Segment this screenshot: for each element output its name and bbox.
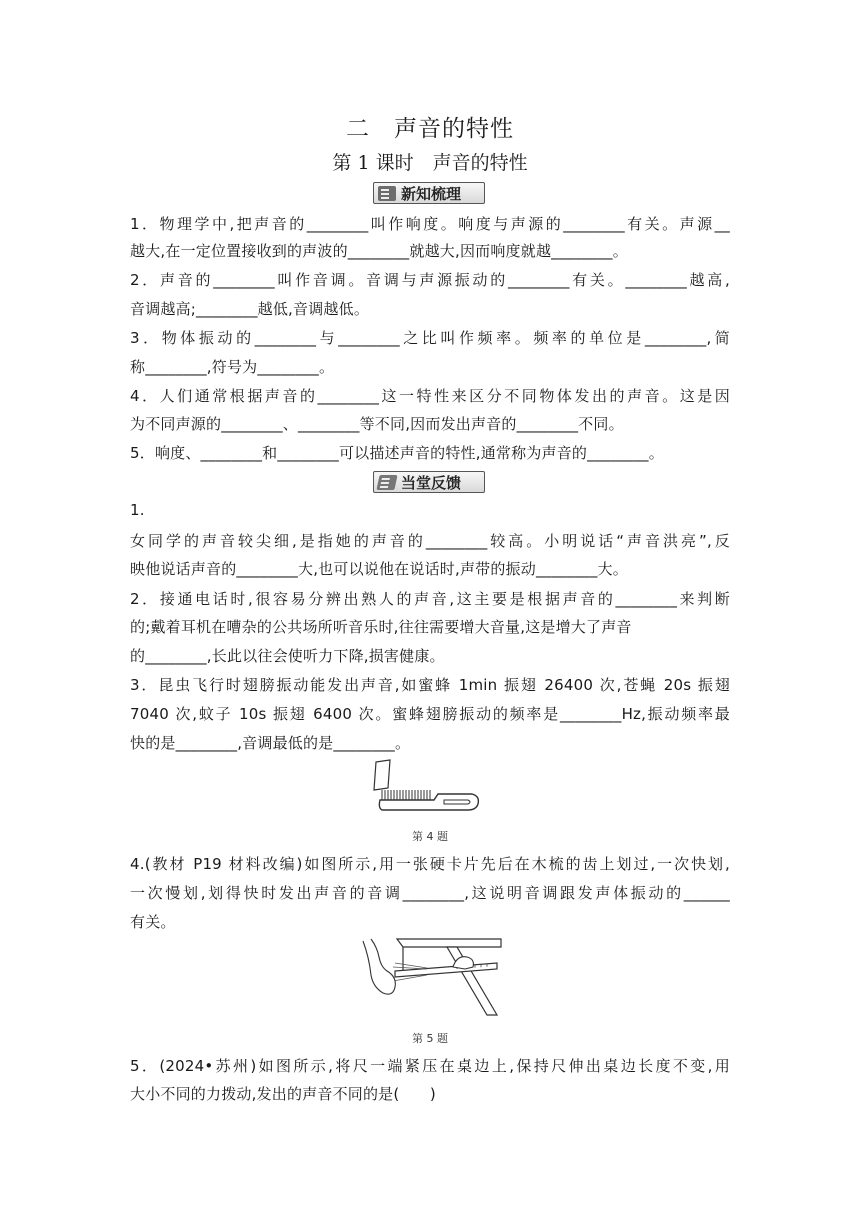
q4-line: 有关。 bbox=[130, 913, 176, 931]
knowledge-line: 3．物体振动的________与________之比叫作频率。频率的单位是________,简 bbox=[130, 329, 730, 347]
figure4-caption: 第 4 题 bbox=[412, 830, 448, 843]
knowledge-line: 音调越高;________越低,音调越低。 bbox=[130, 300, 370, 318]
feedback-line: 快的是________,音调最低的是________。 bbox=[130, 734, 411, 752]
feedback-line: 映他说话声音的________大,也可以说他在说话时,声带的振动________大。 bbox=[130, 560, 628, 578]
notebook-icon bbox=[378, 186, 396, 201]
figure5-caption: 第 5 题 bbox=[412, 1032, 448, 1045]
desk-leg bbox=[447, 947, 497, 1015]
knowledge-line: 4．人们通常根据声音的________这一特性来区分不同物体发出的声音。这是因 bbox=[130, 387, 730, 405]
q5-line: 5．(2024•苏州)如图所示,将尺一端紧压在桌边上,保持尺伸出桌边长度不变,用 bbox=[130, 1057, 730, 1075]
section-title: 二 声音的特性 bbox=[346, 116, 514, 142]
plucking-hand bbox=[363, 939, 395, 994]
card-shape bbox=[374, 760, 390, 790]
feedback-line: 的________,长此以往会使听力下降,损害健康。 bbox=[130, 647, 445, 665]
feedback-line: 的;戴着耳机在嘈杂的公共场所听音乐时,往往需要增大音量,这是增大了声音 bbox=[130, 618, 632, 636]
desk-top bbox=[397, 939, 501, 947]
knowledge-line: 5．响度、________和________可以描述声音的特性,通常称为声音的________。 bbox=[130, 444, 664, 462]
knowledge-line: 称________,符号为________。 bbox=[130, 358, 335, 376]
lesson-title: 第 1 课时 声音的特性 bbox=[332, 152, 528, 174]
knowledge-line: 为不同声源的________、________等不同,因而发出声音的________不同。 bbox=[130, 415, 624, 433]
ruler-desk-figure bbox=[357, 937, 503, 1017]
comb-card-figure bbox=[372, 758, 484, 818]
knowledge-line: 1．物理学中,把声音的________叫作响度。响度与声源的________有关。声源__ bbox=[130, 215, 730, 233]
feedback-line: 7040 次,蚊子 10s 振翅 6400 次。蜜蜂翅膀振动的频率是________Hz,振动频率最 bbox=[130, 705, 730, 723]
knowledge-line: 越大,在一定位置接收到的声波的________就越大,因而响度就越________。 bbox=[130, 242, 628, 260]
class-feedback-label: 当堂反馈 bbox=[401, 473, 462, 492]
q4-line: 4.(教材 P19 材料改编)如图所示,用一张硬卡片先后在木梳的齿上划过,一次快划, bbox=[130, 855, 730, 873]
class-feedback-badge bbox=[373, 471, 485, 493]
q4-line: 一次慢划,划得快时发出声音的音调________,这说明音调跟发声体振动的______ bbox=[130, 884, 730, 902]
knowledge-line: 2．声音的________叫作音调。音调与声源振动的________有关。________越高, bbox=[130, 271, 730, 289]
new-knowledge-badge bbox=[373, 182, 485, 204]
feedback-line: 1. bbox=[130, 501, 145, 519]
feedback-line: 2．接通电话时,很容易分辨出熟人的声音,这主要是根据声音的________来判断 bbox=[130, 590, 730, 608]
new-knowledge-label: 新知梳理 bbox=[401, 184, 462, 203]
feedback-line: 3．昆虫飞行时翅膀振动能发出声音,如蜜蜂 1min 振翅 26400 次,苍蝇 20s 振翅 bbox=[130, 676, 730, 694]
q5-line: 大小不同的力拨动,发出的声音不同的是( ) bbox=[130, 1085, 436, 1103]
feedback-line: 女同学的声音较尖细,是指她的声音的________较高。小明说话“声音洪亮”,反 bbox=[130, 532, 730, 550]
pen-icon bbox=[376, 475, 397, 490]
comb-teeth bbox=[382, 790, 430, 800]
